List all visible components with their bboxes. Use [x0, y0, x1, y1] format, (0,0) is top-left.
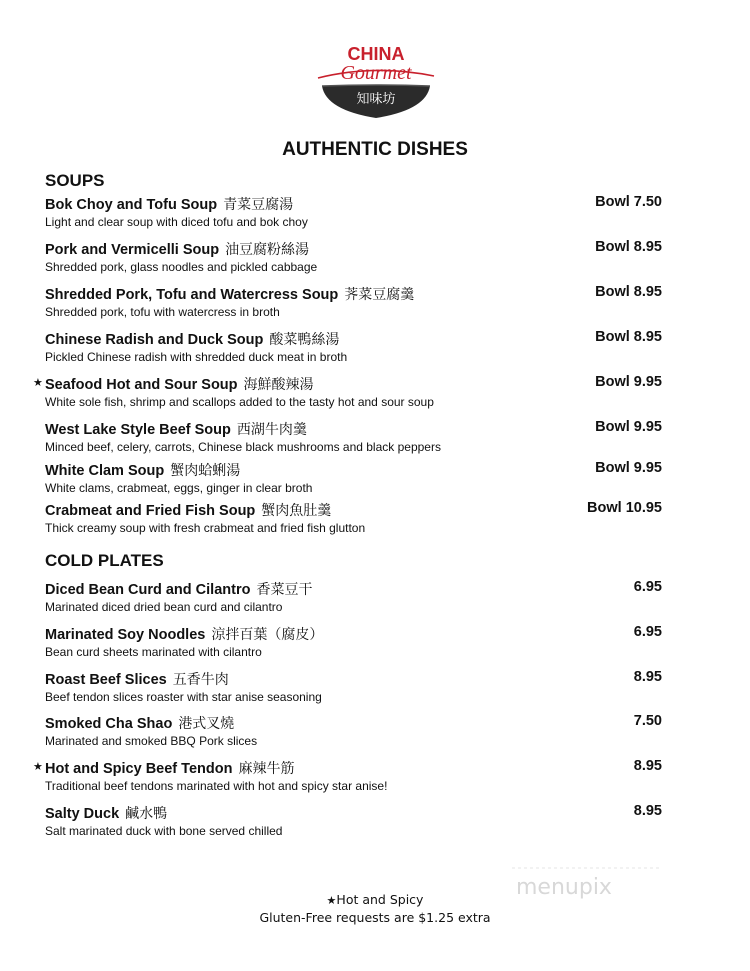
- item-price: Bowl 9.95: [595, 374, 662, 390]
- legend-text: Hot and Spicy: [336, 892, 424, 907]
- star-icon: ★: [326, 894, 337, 907]
- item-name: Bok Choy and Tofu Soup 青菜豆腐湯: [45, 197, 294, 213]
- item-price: Bowl 8.95: [595, 284, 662, 300]
- menu-item: [45, 329, 665, 367]
- menu-item: [45, 194, 665, 232]
- logo-chinese: 知味坊: [356, 92, 396, 107]
- item-name: Roast Beef Slices 五香牛肉: [45, 672, 229, 688]
- menu-item: [45, 239, 665, 277]
- item-chinese-name: 涼拌百葉（腐皮）: [211, 627, 324, 643]
- item-price: Bowl 10.95: [587, 500, 662, 516]
- item-description: Light and clear soup with diced tofu and bok choy: [45, 215, 308, 229]
- item-chinese-name: 五香牛肉: [172, 672, 229, 688]
- spicy-star-icon: ★: [33, 761, 43, 773]
- item-price: Bowl 8.95: [595, 239, 662, 255]
- item-name: Smoked Cha Shao 港式叉燒: [45, 716, 235, 732]
- item-price: 8.95: [633, 758, 662, 774]
- item-name: Diced Bean Curd and Cilantro 香菜豆干: [45, 582, 313, 598]
- logo-line1: CHINA: [347, 44, 405, 64]
- item-description: Salt marinated duck with bone served chilled: [45, 824, 283, 838]
- item-name: Salty Duck 鹹水鴨: [45, 806, 168, 822]
- item-description: Thick creamy soup with fresh crabmeat and fried fish glutton: [45, 521, 366, 535]
- item-description: Minced beef, celery, carrots, Chinese black mushrooms and black peppers: [45, 440, 441, 454]
- item-name: Shredded Pork, Tofu and Watercress Soup 荠菜豆腐羹: [45, 287, 415, 303]
- item-description: Traditional beef tendons marinated with hot and spicy star anise!: [45, 779, 388, 793]
- item-chinese-name: 港式叉燒: [178, 716, 235, 732]
- item-price: 6.95: [633, 579, 662, 595]
- item-chinese-name: 海鮮酸辣湯: [243, 377, 314, 393]
- item-chinese-name: 油豆腐粉絲湯: [225, 242, 310, 258]
- item-name: White Clam Soup 蟹肉蛤蜊湯: [45, 463, 241, 479]
- item-chinese-name: 酸菜鴨絲湯: [269, 332, 340, 348]
- item-description: Bean curd sheets marinated with cilantro: [45, 645, 262, 659]
- section-title-soups: SOUPS: [45, 171, 105, 190]
- item-description: Marinated diced dried bean curd and cilantro: [45, 600, 283, 614]
- item-description: Shredded pork, tofu with watercress in broth: [45, 305, 280, 319]
- item-price: 7.50: [633, 713, 662, 729]
- item-price: Bowl 8.95: [595, 329, 662, 345]
- item-price: 6.95: [633, 624, 662, 640]
- menu-item: [45, 624, 665, 662]
- item-description: White clams, crabmeat, eggs, ginger in clear broth: [45, 481, 313, 495]
- menupix-watermark: [512, 862, 662, 912]
- gluten-free-note: Gluten-Free requests are $1.25 extra: [259, 910, 491, 925]
- item-chinese-name: 麻辣牛筋: [238, 761, 295, 777]
- item-name: Seafood Hot and Sour Soup 海鮮酸辣湯: [45, 377, 314, 393]
- item-chinese-name: 蟹肉蛤蜊湯: [170, 463, 241, 479]
- item-chinese-name: 鹹水鴨: [125, 806, 168, 822]
- china-gourmet-logo: [314, 40, 438, 124]
- item-price: Bowl 9.95: [595, 460, 662, 476]
- item-name: Chinese Radish and Duck Soup 酸菜鴨絲湯: [45, 332, 340, 348]
- item-description: White sole fish, shrimp and scallops added to the tasty hot and sour soup: [45, 395, 434, 409]
- item-chinese-name: 青菜豆腐湯: [223, 197, 294, 213]
- item-price: Bowl 7.50: [595, 194, 662, 210]
- item-description: Pickled Chinese radish with shredded duck meat in broth: [45, 350, 348, 364]
- menu-item: [45, 460, 665, 498]
- item-price: 8.95: [633, 669, 662, 685]
- item-price: 8.95: [633, 803, 662, 819]
- spicy-star-icon: ★: [33, 377, 43, 389]
- section-title-cold-plates: COLD PLATES: [45, 551, 164, 570]
- menu-item: [45, 713, 665, 751]
- item-chinese-name: 蟹肉魚肚羹: [261, 503, 332, 519]
- item-description: Shredded pork, glass noodles and pickled cabbage: [45, 260, 318, 274]
- item-chinese-name: 荠菜豆腐羹: [344, 287, 415, 303]
- item-chinese-name: 西湖牛肉羹: [236, 422, 307, 438]
- watermark-text: menupix: [516, 875, 612, 900]
- menu-item: [45, 500, 665, 538]
- item-name: Crabmeat and Fried Fish Soup 蟹肉魚肚羹: [45, 503, 332, 519]
- menu-item: [33, 758, 665, 796]
- item-name: Pork and Vermicelli Soup 油豆腐粉絲湯: [45, 242, 310, 258]
- menu-item: [33, 374, 665, 412]
- item-name: Hot and Spicy Beef Tendon 麻辣牛筋: [45, 761, 295, 777]
- item-description: Beef tendon slices roaster with star anise seasoning: [45, 690, 322, 704]
- item-name: Marinated Soy Noodles 涼拌百葉（腐皮）: [45, 627, 324, 643]
- item-description: Marinated and smoked BBQ Pork slices: [45, 734, 258, 748]
- menu-item: [45, 284, 665, 322]
- page-title: AUTHENTIC DISHES: [282, 139, 468, 160]
- menu-item: [45, 579, 665, 617]
- menu-item: [45, 669, 665, 707]
- item-name: West Lake Style Beef Soup 西湖牛肉羹: [45, 422, 307, 438]
- menu-item: [45, 419, 665, 457]
- item-price: Bowl 9.95: [595, 419, 662, 435]
- item-chinese-name: 香菜豆干: [256, 582, 313, 598]
- logo-line2: Gourmet: [340, 62, 412, 84]
- menu-item: [45, 803, 665, 841]
